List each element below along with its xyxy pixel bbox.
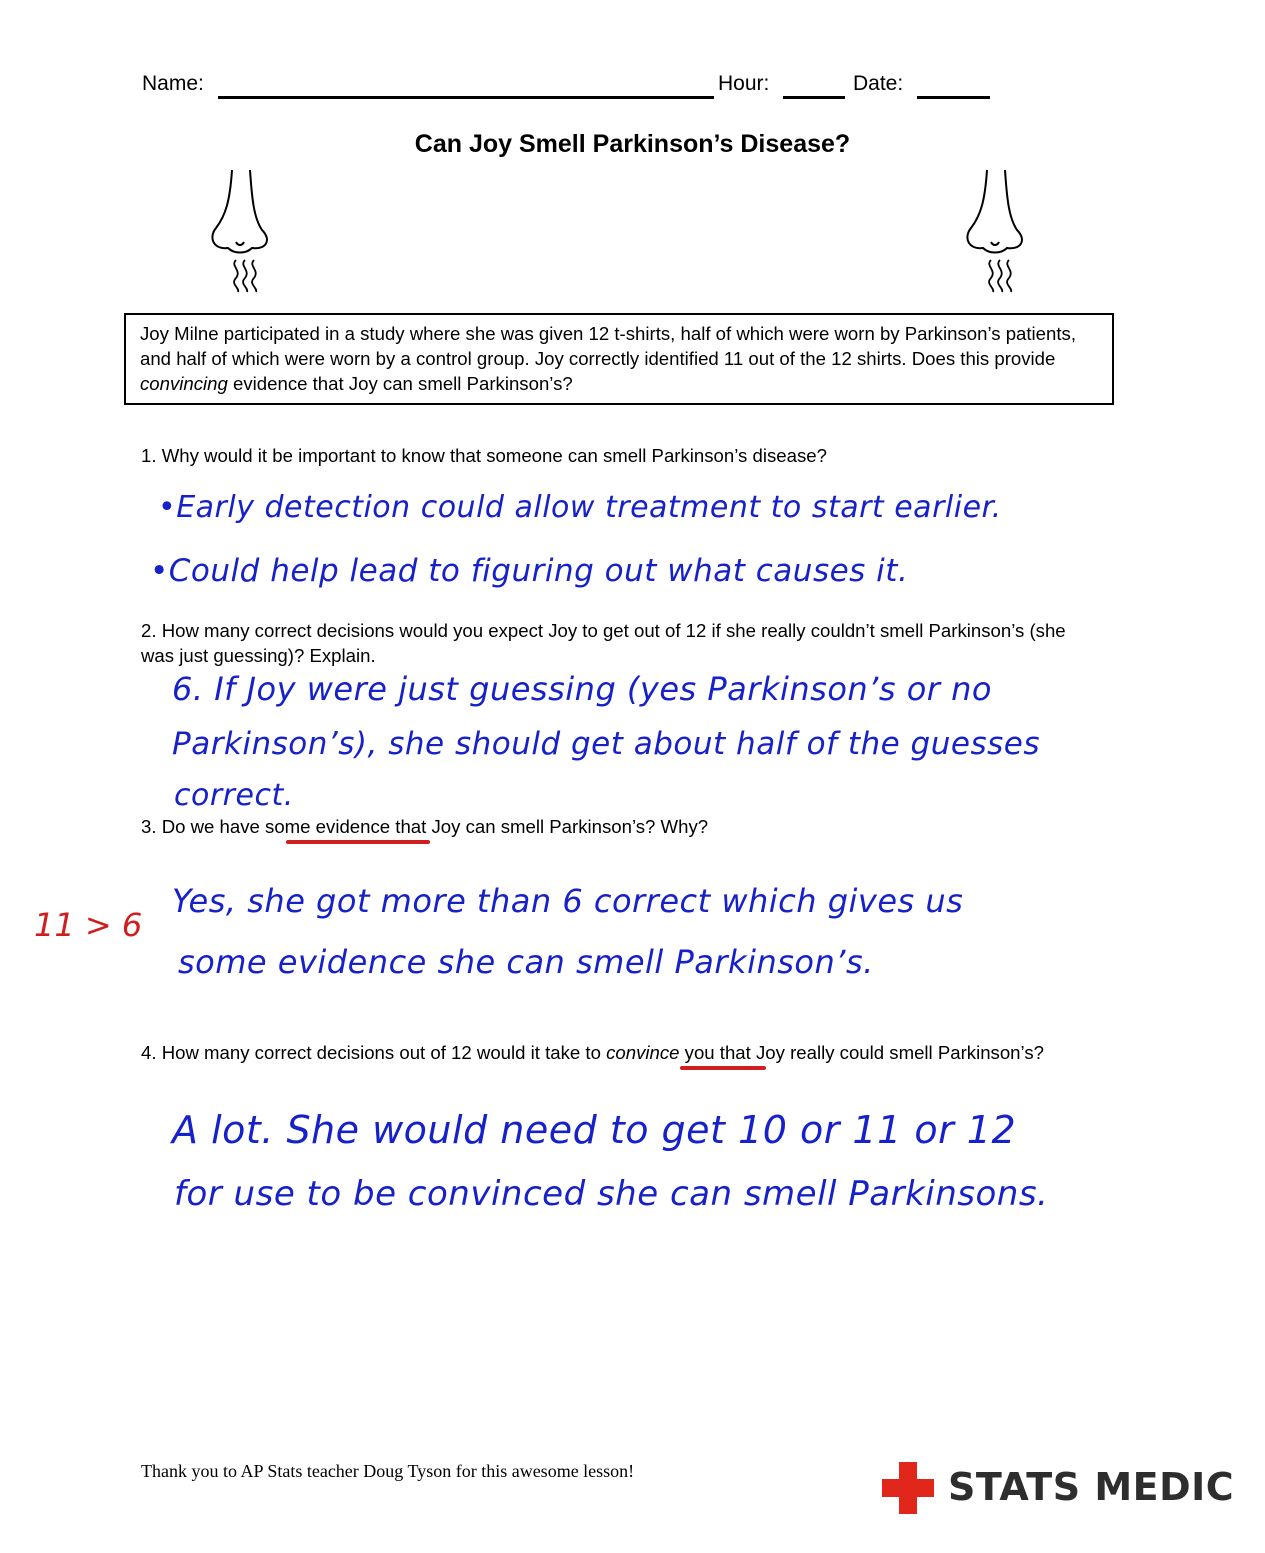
question-3: 3. Do we have some evidence that Joy can smell Parkinson’s? Why? [141,816,709,837]
date-label: Date: [853,72,904,95]
answer-1-line-1: •Early detection could allow treatment to start earlier. [158,490,1002,525]
question-4: 4. How many correct decisions out of 12 would it take to convince you that Joy really could smell Parkinson’s? [141,1042,1044,1063]
answer-2-line-3: correct. [174,778,294,813]
answer-4-line-1: A lot. She would need to get 10 or 11 or 12 [172,1108,1017,1152]
logo-text: STATS MEDIC [948,1465,1235,1509]
answer-3-line-1: Yes, she got more than 6 correct which gives us [172,882,964,920]
answer-4-line-2: for use to be convinced she can smell Parkinsons. [174,1174,1049,1214]
intro-emphasis: convincing [140,373,228,394]
name-field[interactable] [218,96,714,99]
hour-label: Hour: [718,72,770,95]
answer-1-line-2: •Could help lead to figuring out what causes it. [150,553,909,589]
hour-field[interactable] [783,96,845,99]
red-cross-icon [882,1462,934,1514]
date-field[interactable] [917,96,990,99]
answer-3-line-2: some evidence she can smell Parkinson’s. [178,943,874,981]
stats-medic-logo [878,1458,1235,1518]
side-note: 11 > 6 [34,906,143,944]
answer-2-line-1: 6. If Joy were just guessing (yes Parkinson’s or no [172,670,992,708]
nose-icon [200,160,290,300]
nose-icon [955,160,1045,300]
question-1: 1. Why would it be important to know that someone can smell Parkinson’s disease? [141,445,827,466]
footer-thanks: Thank you to AP Stats teacher Doug Tyson for this awesome lesson! [141,1461,635,1481]
question-2: 2. How many correct decisions would you expect Joy to get out of 12 if she really couldn’t smell Parkinson’s (she was just guessing)? Explain. [141,620,1066,666]
red-underline [286,840,430,844]
red-underline [680,1066,766,1070]
intro-box [124,313,1114,405]
intro-text: Joy Milne participated in a study where she was given 12 t-shirts, half of which were worn by Parkinson’s patients, and half of which were worn by a control group. Joy correctly identified 11 out of the 12 shirts. Does this provide convincing evidence that Joy can smell Parkinson’s? [140,323,1076,394]
some-evidence-phrase: some evidence [265,816,391,837]
convince-word: convince [606,1042,680,1063]
page-title: Can Joy Smell Parkinson’s Disease? [414,130,851,158]
header-fields [142,72,992,102]
name-label: Name: [142,72,204,95]
answer-2-line-2: Parkinson’s), she should get about half of the guesses [172,726,1040,762]
